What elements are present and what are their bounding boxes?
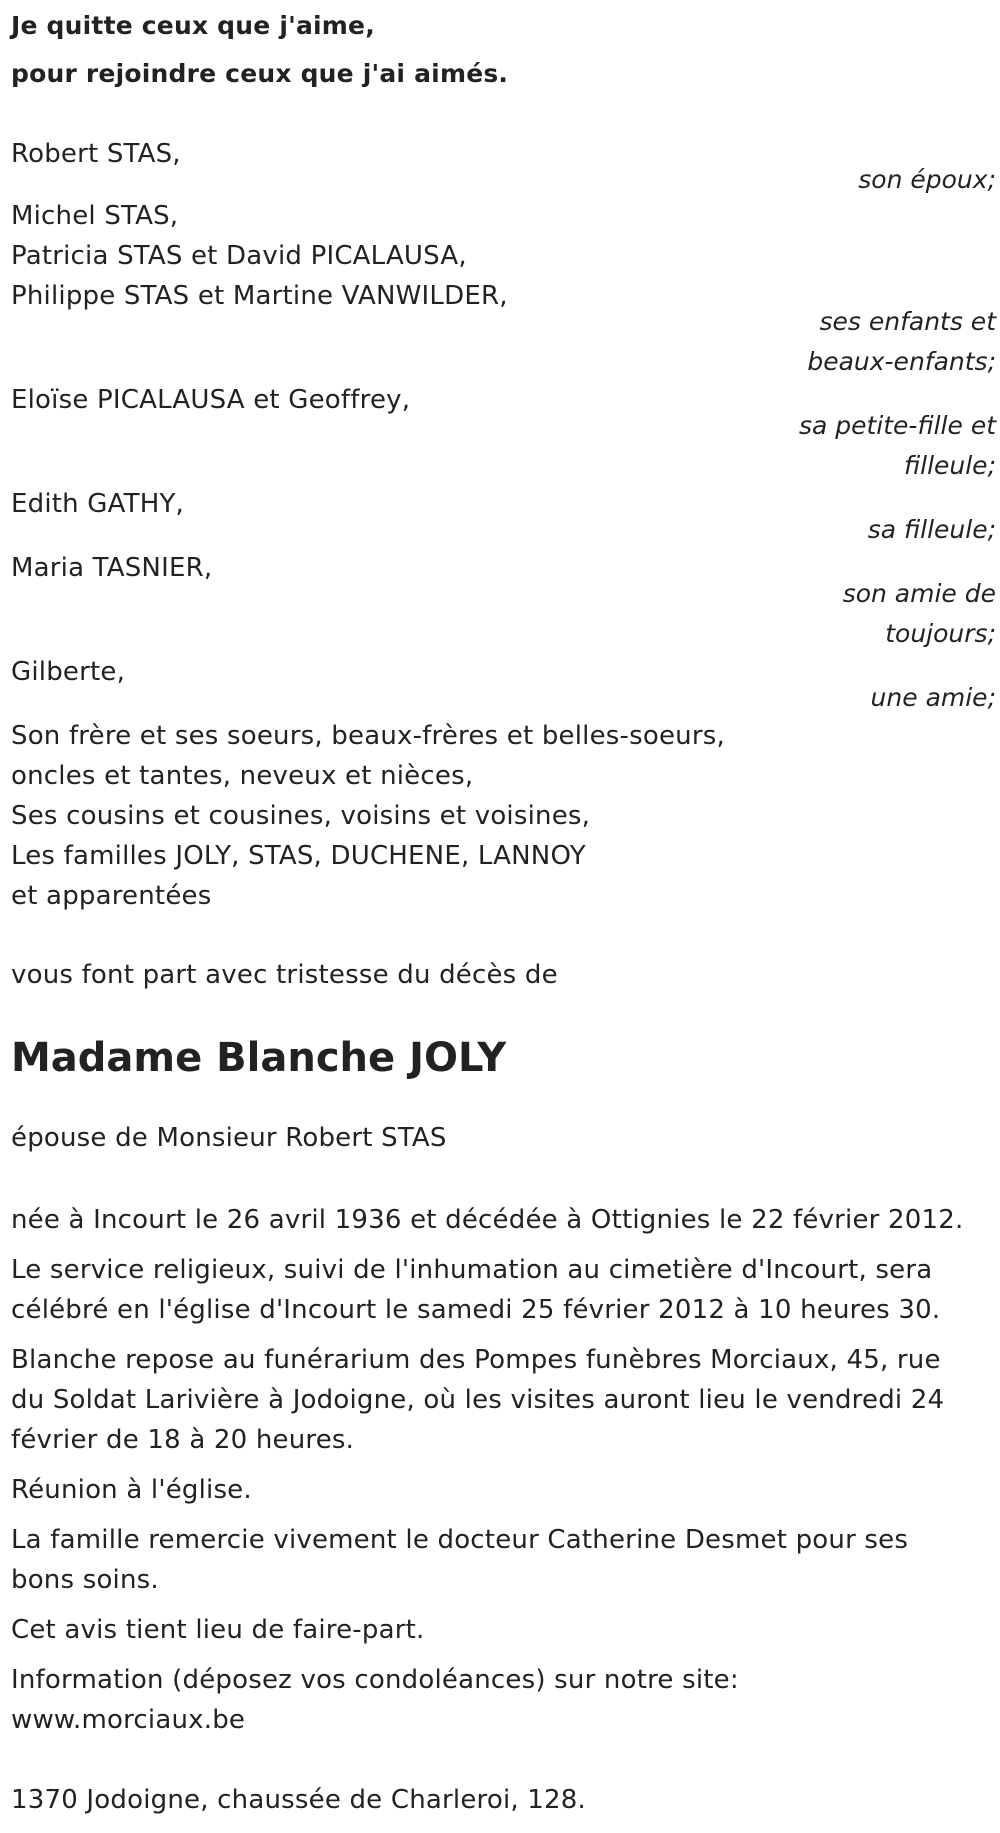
deceased-name: Madame Blanche JOLY [11,1035,507,1081]
family-name-child-1: Michel STAS, [11,201,179,231]
detail-funeral-home-line-2: du Soldat Larivière à Jodoigne, où les visites auront lieu le vendredi 24 [11,1385,945,1415]
detail-information-line-1: Information (déposez vos condoléances) sur notre site: [11,1665,739,1695]
relation-friend-line-1: son amie de [842,579,996,608]
extended-family-line-1: Son frère et ses soeurs, beaux-frères et belles-soeurs, [11,721,725,751]
extended-family-line-2: oncles et tantes, neveux et nièces, [11,761,474,791]
relation-granddaughter-line-2: filleule; [903,451,996,480]
detail-funeral-home-line-3: février de 18 à 20 heures. [11,1425,355,1455]
extended-family-line-5: et apparentées [11,881,212,911]
family-name-child-3: Philippe STAS et Martine VANWILDER, [11,281,508,311]
detail-website: www.morciaux.be [11,1705,246,1735]
spouse-line: épouse de Monsieur Robert STAS [11,1123,447,1153]
extended-family-line-3: Ses cousins et cousines, voisins et voisines, [11,801,591,831]
relation-friend-line-2: toujours; [885,619,996,648]
detail-notice: Cet avis tient lieu de faire-part. [11,1615,425,1645]
relation-granddaughter-line-1: sa petite-fille et [798,411,996,440]
funeral-home-address: 1370 Jodoigne, chaussée de Charleroi, 128. [11,1785,586,1815]
detail-birth-death: née à Incourt le 26 avril 1936 et décédée à Ottignies le 22 février 2012. [11,1205,964,1235]
family-name-goddaughter: Edith GATHY, [11,489,184,519]
family-name-friend: Maria TASNIER, [11,553,213,583]
extended-family-line-4: Les familles JOLY, STAS, DUCHENE, LANNOY [11,841,586,871]
detail-service-line-1: Le service religieux, suivi de l'inhumation au cimetière d'Incourt, sera [11,1255,933,1285]
epigraph-line-1: Je quitte ceux que j'aime, [11,11,375,40]
family-name-granddaughter: Eloïse PICALAUSA et Geoffrey, [11,385,411,415]
family-name-gilberte: Gilberte, [11,657,126,687]
family-name-husband: Robert STAS, [11,139,181,169]
detail-thanks-line-2: bons soins. [11,1565,159,1595]
announcement-text: vous font part avec tristesse du décès de [11,960,558,990]
detail-funeral-home-line-1: Blanche repose au funérarium des Pompes funèbres Morciaux, 45, rue [11,1345,941,1375]
relation-gilberte: une amie; [870,683,996,712]
relation-children-line-1: ses enfants et [819,307,996,336]
detail-thanks-line-1: La famille remercie vivement le docteur Catherine Desmet pour ses [11,1525,909,1555]
family-name-child-2: Patricia STAS et David PICALAUSA, [11,241,467,271]
relation-goddaughter: sa filleule; [867,515,996,544]
relation-children-line-2: beaux-enfants; [807,347,996,376]
detail-meeting: Réunion à l'église. [11,1475,252,1505]
detail-service-line-2: célébré en l'église d'Incourt le samedi 25 février 2012 à 10 heures 30. [11,1295,941,1325]
relation-husband: son époux; [858,165,996,194]
epigraph-line-2: pour rejoindre ceux que j'ai aimés. [11,59,509,88]
